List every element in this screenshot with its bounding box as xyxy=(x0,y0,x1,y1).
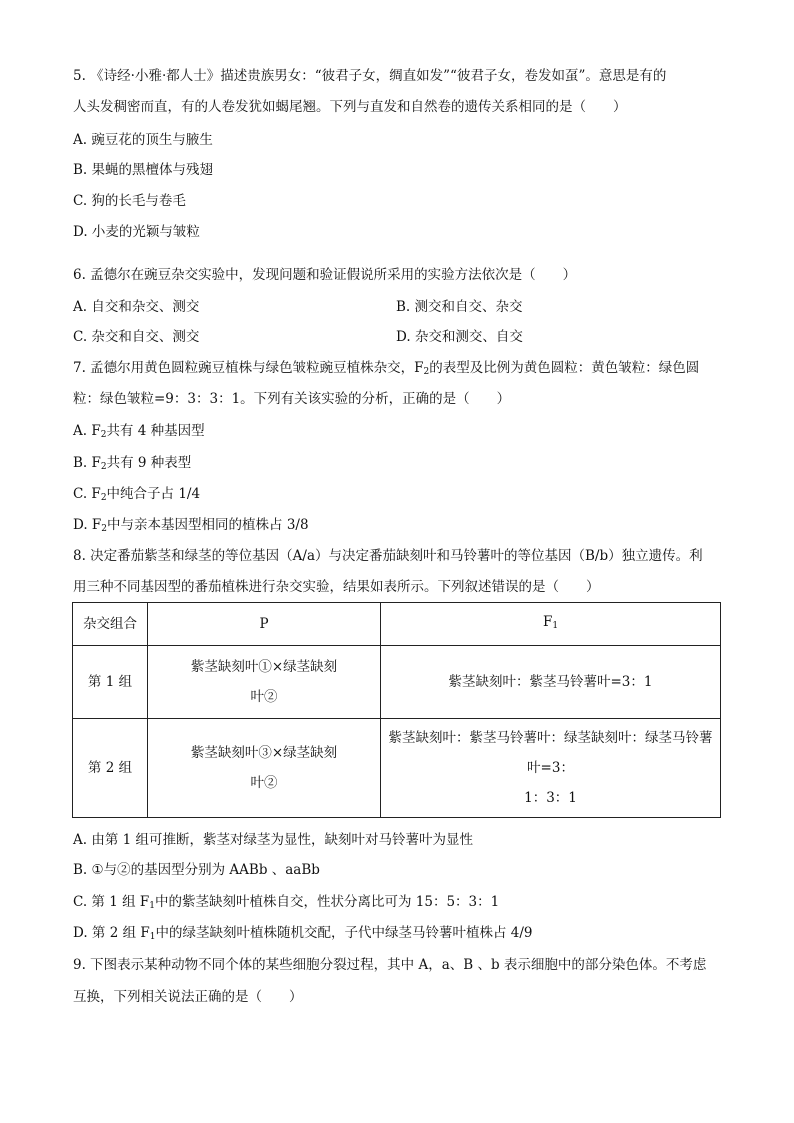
q9-stem-line1: 9. 下图表示某种动物不同个体的某些细胞分裂过程，其中 A，a、B 、b 表示细胞中的部分染色体。不考虑 xyxy=(73,957,707,973)
q5-stem-line1: 5. 《诗经·小雅·都人士》描述贵族男女：“彼君子女，绸直如发”“彼君子女，卷发如虿”。意思是有的 xyxy=(73,68,667,84)
table-row xyxy=(73,719,721,818)
q8-option-b: B. ①与②的基因型分别为 AABb 、aaBb xyxy=(73,862,320,878)
q5-option-c: C. 狗的长毛与卷毛 xyxy=(73,193,186,209)
q9-stem-line2: 互换，下列相关说法正确的是（ ） xyxy=(73,989,303,1005)
q5-option-d: D. 小麦的光颖与皱粒 xyxy=(73,224,200,240)
q7-stem-line2: 粒：绿色皱粒=9：3：3：1。下列有关该实验的分析，正确的是（ ） xyxy=(73,391,511,407)
q6-option-d: D. 杂交和测交、自交 xyxy=(396,329,523,345)
header-cross-combination: 杂交组合 xyxy=(73,603,148,646)
q8-option-c: C. 第 1 组 $F_1$中的紫茎缺刻叶植株自交，性状分离比可为 15：5：3：1 xyxy=(73,894,500,911)
q7-option-b: B. $F_2$共有 9 种表型 xyxy=(73,455,192,472)
q6-option-b: B. 测交和自交、杂交 xyxy=(396,299,523,315)
f1-cell: 紫茎缺刻叶：紫茎马铃薯叶：绿茎缺刻叶：绿茎马铃薯叶=3： 1：3：1 xyxy=(381,719,721,818)
q5-stem-line2: 人头发稠密而直，有的人卷发犹如蝎尾翘。下列与直发和自然卷的遗传关系相同的是（ ） xyxy=(73,99,627,115)
q8-option-a: A. 由第 1 组可推断，紫茎对绿茎为显性，缺刻叶对马铃薯叶为显性 xyxy=(73,832,474,848)
q8-stem-line1: 8. 决定番茄紫茎和绿茎的等位基因（A/a）与决定番茄缺刻叶和马铃薯叶的等位基因（B/b）独立遗传。利 xyxy=(73,548,703,564)
group-cell: 第 2 组 xyxy=(73,719,148,818)
q6-option-c: C. 杂交和自交、测交 xyxy=(73,329,200,345)
cross-results-table xyxy=(72,602,721,818)
table-row xyxy=(73,646,721,719)
f1-cell: 紫茎缺刻叶：紫茎马铃薯叶=3：1 xyxy=(381,646,721,719)
table-header-row xyxy=(73,603,721,646)
q7-option-d: D. $F_2$中与亲本基因型相同的植株占 3/8 xyxy=(73,517,309,534)
parent-cell: 紫茎缺刻叶①×绿茎缺刻 叶② xyxy=(148,646,381,719)
q7-stem-line1: 7. 孟德尔用黄色圆粒豌豆植株与绿色皱粒豌豆植株杂交，$F_2$的表型及比例为黄色圆粒：黄色皱粒：绿色圆 xyxy=(73,360,700,377)
q7-option-c: C. $F_2$中纯合子占 1/4 xyxy=(73,486,201,503)
header-p: P xyxy=(148,603,381,646)
q6-option-a: A. 自交和杂交、测交 xyxy=(73,299,200,315)
q7-option-a: A. $F_2$共有 4 种基因型 xyxy=(73,423,205,440)
q8-option-d: D. 第 2 组 $F_1$中的绿茎缺刻叶植株随机交配，子代中绿茎马铃薯叶植株占 4/9 xyxy=(73,925,533,942)
header-f1: $F_1$ xyxy=(381,603,721,646)
q6-stem: 6. 孟德尔在豌豆杂交实验中，发现问题和验证假说所采用的实验方法依次是（ ） xyxy=(73,267,577,283)
q5-option-b: B. 果蝇的黑檀体与残翅 xyxy=(73,162,214,178)
parent-cell: 紫茎缺刻叶③×绿茎缺刻 叶② xyxy=(148,719,381,818)
q8-stem-line2: 用三种不同基因型的番茄植株进行杂交实验，结果如表所示。下列叙述错误的是（ ） xyxy=(73,579,600,595)
group-cell: 第 1 组 xyxy=(73,646,148,719)
q5-option-a: A. 豌豆花的顶生与腋生 xyxy=(73,132,213,148)
